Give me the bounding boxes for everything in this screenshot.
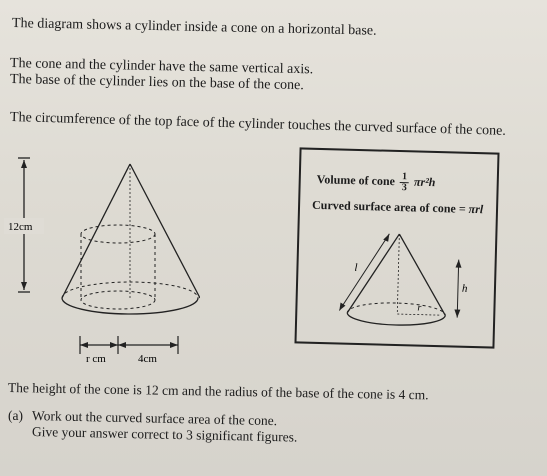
- csa-label: Curved surface area of cone: [311, 197, 456, 216]
- volume-expression: πr²h: [413, 174, 436, 190]
- slant-l-label: l: [354, 261, 358, 274]
- intro-text-4: The circumference of the top face of the cylinder touches the curved surface of the cone.: [9, 110, 507, 139]
- radius-r-label: r: [417, 302, 422, 314]
- intro-text-1: The diagram shows a cylinder inside a cone on a horizontal base.: [11, 16, 377, 39]
- formula-box: [294, 147, 499, 348]
- r-cm-label: r cm: [86, 353, 106, 365]
- radius-4cm-label: 4cm: [138, 353, 157, 365]
- height-label: 12cm: [8, 221, 33, 233]
- fraction-denominator: 3: [401, 182, 407, 194]
- question-part-a-line2: Give your answer correct to 3 significant figures.: [31, 424, 298, 445]
- cone-cylinder-diagram: [0, 150, 200, 370]
- volume-label: Volume of cone: [316, 172, 396, 189]
- csa-expression: = πrl: [458, 201, 484, 217]
- given-dimensions-text: The height of the cone is 12 cm and the radius of the base of the cone is 4 cm.: [7, 380, 429, 403]
- question-part-label: (a): [8, 408, 23, 423]
- small-cone-diagram: [317, 226, 480, 340]
- one-third-fraction: [400, 172, 410, 193]
- csa-formula: [312, 198, 483, 217]
- height-h-label: h: [461, 282, 468, 295]
- intro-text-3: The base of the cylinder lies on the base of the cone.: [9, 72, 304, 94]
- volume-formula: [316, 170, 435, 194]
- intro-text-2: The cone and the cylinder have the same vertical axis.: [9, 56, 314, 78]
- fraction-numerator: 1: [400, 172, 409, 183]
- question-part-a-line1: Work out the curved surface area of the cone.: [31, 408, 278, 429]
